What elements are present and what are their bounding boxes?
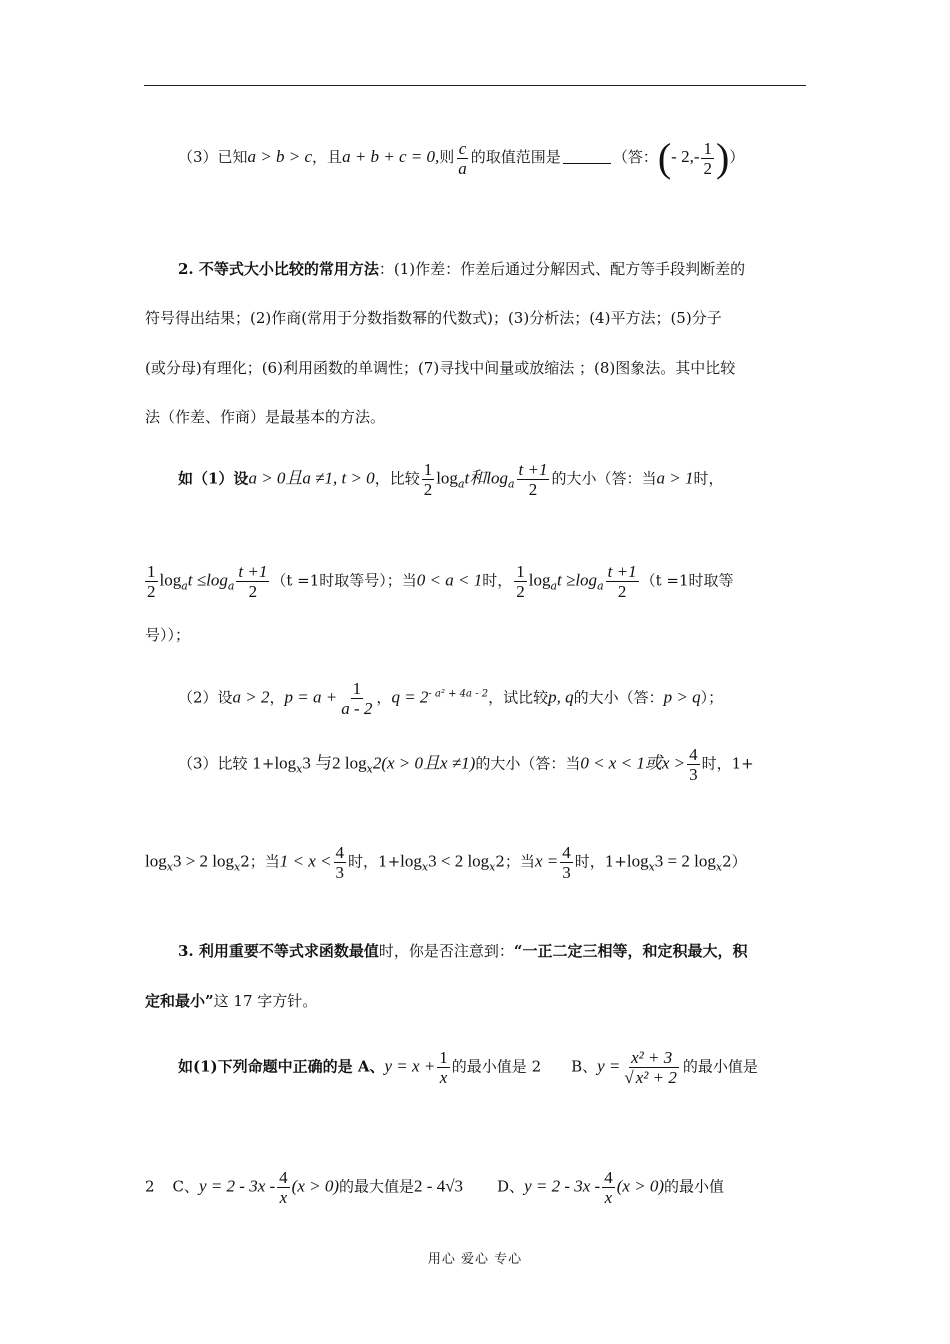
fraction	[701, 139, 714, 178]
item-label: （2）设	[178, 688, 233, 707]
text: 时，	[693, 469, 724, 488]
log: log	[400, 851, 422, 871]
frac-num: 4	[279, 1168, 288, 1187]
fraction	[514, 562, 527, 601]
math: 3 > 2 log	[172, 851, 235, 871]
option-label: B、	[571, 1057, 598, 1076]
subscript: x	[296, 762, 303, 776]
math-cond: a > 1	[656, 468, 694, 488]
math: p, q	[548, 687, 574, 707]
text: 则	[439, 148, 455, 166]
text: ）	[729, 148, 745, 166]
frac-den: 2	[528, 480, 538, 499]
subscript: a	[227, 579, 235, 593]
fraction	[687, 745, 700, 784]
text: （t =1时取等号）；当	[271, 571, 417, 590]
text: 的大小（答：当	[475, 754, 581, 773]
text: 2；当	[495, 852, 535, 871]
text: 符号得出结果；(2)作商(常用于分数指数幂的代数式)；(3)分析法；(4)平方法；(5)分子	[145, 309, 722, 327]
frac-num: 4	[562, 843, 571, 862]
section-2-line-2	[145, 307, 807, 329]
subscript: x	[648, 860, 655, 874]
quote: “一正二定三相等，和定积最大，积	[513, 942, 748, 960]
section-2-line-3	[145, 357, 807, 379]
option-label: C、	[172, 1177, 200, 1196]
answer-blank	[563, 163, 611, 164]
text: 的大小（答：当	[551, 469, 657, 488]
option-label: D、	[497, 1177, 525, 1196]
text: 2	[145, 1177, 155, 1196]
math: (x > 0)	[616, 1176, 665, 1196]
math: t ≤log	[187, 570, 228, 590]
log: 2 log	[332, 753, 367, 773]
text: （t =1时取等	[640, 571, 734, 590]
example-4-line-1	[178, 1048, 808, 1087]
section-2-line-1	[178, 258, 808, 280]
frac-num: t +1	[238, 562, 268, 581]
math-cond: a > 2	[232, 687, 270, 707]
text: 号））；	[145, 626, 191, 644]
subscript: a	[597, 579, 604, 593]
text: 的大小（答：	[573, 688, 664, 707]
text: 时，1+	[348, 852, 401, 871]
math: t和log	[464, 468, 508, 488]
fraction	[145, 562, 158, 601]
superscript: - a² + 4a - 2	[428, 688, 489, 700]
text: （答：	[612, 148, 658, 166]
text: 时，1+	[701, 754, 754, 773]
subscript: x	[421, 860, 429, 874]
example-2-line: （2）设a > 2，p = a + $\frac{1}{a - 2}$ ，$q = 2^{- a^2 + 4a - 2}$，试比较p, q的大小（答：p > q）；	[178, 679, 724, 718]
section-3-line-2	[145, 990, 807, 1012]
subscript: a	[181, 579, 188, 593]
fraction	[339, 679, 374, 718]
math: y = x +	[384, 1056, 436, 1076]
fraction	[622, 1048, 680, 1087]
frac-num: t +1	[607, 562, 637, 581]
text: ，试比较	[488, 688, 549, 707]
math: x =	[534, 851, 559, 871]
math: t ≥log	[557, 570, 598, 590]
example-label: 如（1）设	[178, 469, 249, 488]
sqrt-body: x² + 2	[635, 1068, 677, 1087]
math: 3 = 2 log	[654, 851, 716, 871]
frac-num: x² + 3	[631, 1048, 673, 1067]
log: log	[436, 468, 458, 488]
subscript: a	[507, 477, 515, 491]
fraction	[277, 1168, 290, 1207]
section-title: 3. 利用重要不等式求函数最值	[178, 942, 379, 960]
section-2-line-4	[145, 406, 807, 428]
paren: (	[657, 135, 672, 180]
text: 的最大值是	[339, 1177, 415, 1196]
log: log	[159, 570, 182, 590]
log: log	[145, 851, 167, 871]
text: 2）	[722, 852, 747, 871]
frac-den: a - 2	[341, 699, 373, 718]
frac-num: 4	[604, 1168, 613, 1187]
math: 1 < x <	[279, 851, 332, 871]
math-cond: a + b + c = 0,	[342, 147, 440, 166]
example-3-line-2	[145, 843, 807, 882]
fraction	[334, 843, 347, 882]
text: ，且	[312, 148, 343, 166]
frac-den: x	[279, 1188, 288, 1207]
fraction	[422, 460, 435, 499]
math-cond: 0 < x < 1或x >	[580, 753, 686, 773]
math: y = 2 - 3x -	[199, 1176, 276, 1196]
subscript: x	[234, 860, 241, 874]
example-label: 如(1)下列命题中正确的是 A、	[178, 1057, 385, 1076]
subscript: x	[489, 860, 496, 874]
page-footer: 用心 爱心 专心	[427, 1252, 523, 1267]
frac-den: 3	[689, 765, 698, 784]
frac-num: 1	[147, 562, 156, 581]
text: (或分母)有理化；(6)利用函数的单调性；(7)寻找中间量或放缩法 ；(8)图象法。其中比较	[145, 359, 736, 377]
text: ：(1)作差：作差后通过分解因式、配方等手段判断差的	[378, 260, 746, 278]
subscript: a	[550, 579, 558, 593]
text: 的取值范围是	[470, 148, 561, 166]
math: p = a +	[284, 687, 338, 707]
frac-den: 2	[516, 582, 525, 601]
answer-value: 2 - 4√3	[414, 1176, 464, 1196]
example-1-line-2	[145, 562, 807, 601]
text: 的最小值	[664, 1177, 725, 1196]
frac-den: 2	[617, 582, 627, 601]
fraction	[602, 1168, 615, 1207]
answer-value: p > q	[663, 687, 701, 707]
text: 的最小值是	[682, 1057, 758, 1076]
fraction	[456, 139, 469, 178]
subscript: a	[457, 477, 465, 491]
math: 3 与	[302, 753, 333, 773]
frac-den: x	[604, 1188, 613, 1207]
text: ）；	[700, 688, 724, 707]
frac-den: 2	[147, 582, 156, 601]
answer-value: - 2,-	[671, 147, 700, 166]
math: y =	[597, 1056, 621, 1076]
frac-den: x	[439, 1068, 448, 1087]
text: 2；当	[240, 852, 280, 871]
section-3-line-1	[178, 940, 808, 962]
log: log	[528, 570, 551, 590]
frac-num: 1	[703, 138, 712, 158]
frac-num: 4	[689, 745, 698, 764]
header-rule	[144, 85, 806, 86]
example-3-line-1	[178, 745, 808, 784]
paren: )	[715, 135, 730, 180]
log: log	[626, 851, 649, 871]
subscript: x	[366, 762, 373, 776]
text: 时，	[482, 571, 513, 590]
math: 3 < 2 log	[428, 851, 490, 871]
frac-den: 2	[703, 158, 712, 178]
frac-den: 3	[335, 863, 345, 882]
fraction	[236, 562, 269, 601]
subscript: x	[715, 860, 723, 874]
text: ，比较	[374, 469, 420, 488]
example-1-line-3	[145, 624, 807, 646]
frac-num: 1	[423, 460, 433, 479]
frac-num: 1	[516, 562, 525, 581]
math: y = 2 - 3x -	[524, 1176, 601, 1196]
math-cond: a > 0且a ≠1, t > 0	[248, 468, 375, 488]
frac-den: 3	[562, 863, 571, 882]
log: log	[274, 753, 297, 773]
example-4-line-2	[145, 1168, 807, 1207]
fraction	[560, 843, 573, 882]
fraction	[606, 562, 639, 601]
text: 时，你是否注意到：	[378, 942, 514, 960]
fraction	[517, 460, 550, 499]
text: 时，1+	[574, 852, 627, 871]
math: (x > 0)	[291, 1176, 340, 1196]
item-label: （3）比较 1+	[178, 754, 275, 773]
quote: 定和最小”	[145, 992, 214, 1010]
example-1-line-1	[178, 460, 808, 499]
frac-num: c	[458, 138, 467, 158]
frac-num: 1	[352, 679, 362, 698]
item-label: （3）已知	[178, 148, 248, 166]
frac-num: t +1	[518, 460, 548, 479]
frac-den: a	[458, 158, 467, 178]
frac-den: 2	[423, 480, 433, 499]
section-title: 2. 不等式大小比较的常用方法	[178, 260, 379, 278]
math: 2(x > 0且x ≠1)	[372, 753, 476, 773]
text: 的最小值是 2	[451, 1057, 542, 1076]
math-cond: a > b > c	[247, 147, 313, 166]
frac-num: 1	[439, 1048, 448, 1067]
frac-den: √ x² + 2	[624, 1068, 677, 1087]
fraction	[437, 1048, 450, 1087]
text: 这 17 字方针。	[213, 992, 318, 1010]
math-cond: 0 < a < 1	[416, 570, 483, 590]
text: 法（作差、作商）是最基本的方法。	[145, 408, 386, 426]
math: q = 2	[391, 687, 429, 707]
frac-num: 4	[335, 843, 345, 862]
frac-den: 2	[248, 582, 258, 601]
item-3-line	[178, 135, 808, 180]
subscript: x	[166, 860, 173, 874]
